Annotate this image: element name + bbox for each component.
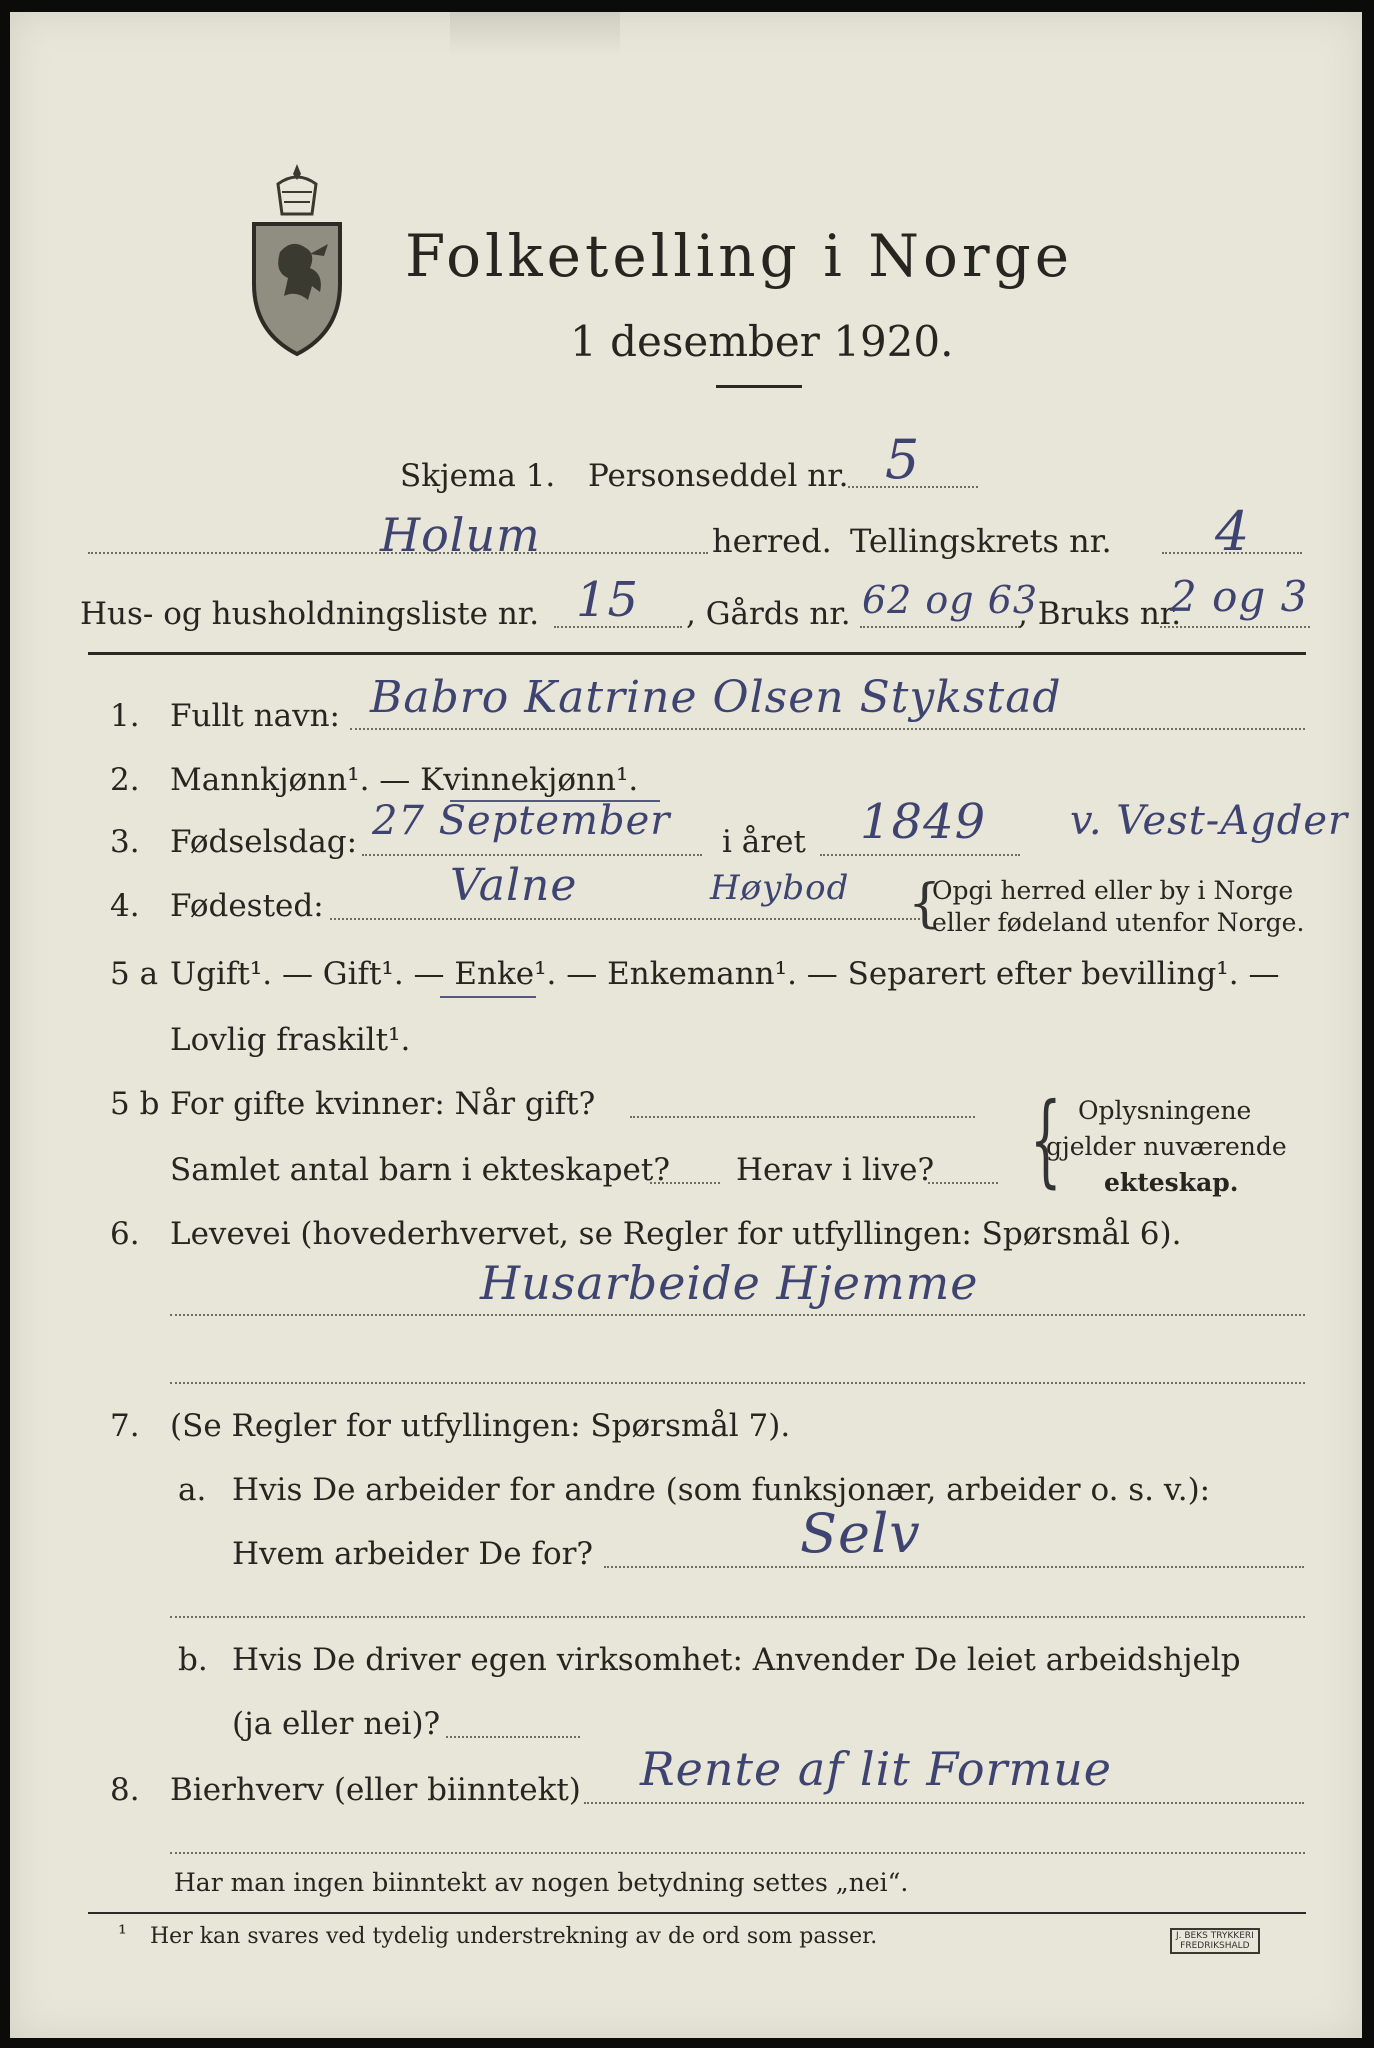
birthplace-value-2: Høybod [710, 868, 850, 908]
hired-help-line [446, 1736, 580, 1738]
header-divider [88, 652, 1306, 655]
gards-label: , Gårds nr. [686, 596, 851, 632]
q4-note-2: eller fødeland utenfor Norge. [932, 908, 1305, 937]
civil-status-options: Ugift¹. — Gift¹. — Enke¹. — Enkemann¹. — Separert efter bevilling¹. — [170, 956, 1280, 992]
occupation-label: Levevei (hovederhvervet, se Regler for utfyllingen: Spørsmål 6). [170, 1216, 1182, 1252]
civil-status-divorced: Lovlig fraskilt¹. [170, 1022, 411, 1058]
q7b-line-2: (ja eller nei)? [232, 1706, 441, 1742]
q7-number: 7. [110, 1408, 140, 1444]
bruks-line [1160, 626, 1310, 628]
footnote: Her kan svares ved tydelig understrekning av de ord som passer. [150, 1924, 878, 1949]
q4-brace: { [908, 874, 942, 934]
occupation-line-1 [170, 1314, 1305, 1316]
q3-line [362, 854, 702, 856]
form-title: Folketelling i Norge [405, 222, 1074, 290]
coat-of-arms-icon [240, 162, 355, 362]
q7b-letter: b. [178, 1642, 208, 1678]
side-income-value: Rente af lit Formue [640, 1742, 1112, 1796]
census-date: 1 desember 1920. [570, 317, 954, 366]
gards-line [860, 626, 1020, 628]
q5b-note-1: Oplysningene [1078, 1096, 1252, 1125]
married-when-line [630, 1116, 975, 1118]
q4-note-1: Opgi herred eller by i Norge [932, 876, 1294, 905]
tellingskrets-value: 4 [1215, 500, 1251, 563]
q1-number: 1. [110, 698, 140, 734]
q4-label: Fødested: [170, 888, 324, 924]
q3-number: 3. [110, 824, 140, 860]
birthplace-value: Valne [450, 860, 578, 911]
hus-label: Hus- og husholdningsliste nr. [80, 596, 540, 632]
q1-line [350, 728, 1305, 730]
q3-label: Fødselsdag: [170, 824, 358, 860]
footnote-mark: ¹ [118, 1922, 127, 1947]
q7b-line-1: Hvis De driver egen virksomhet: Anvender De leiet arbeidshjelp [232, 1642, 1241, 1678]
q7a-line-2: Hvem arbeider De for? [232, 1536, 594, 1572]
gender-options: Mannkjønn¹. — Kvinnekjønn¹. [170, 762, 639, 798]
married-when-label: For gifte kvinner: Når gift? [170, 1086, 596, 1122]
printer-stamp-line-2: FREDRIKSHALD [1180, 1941, 1250, 1951]
side-income-line-2 [170, 1852, 1305, 1854]
q7-label: (Se Regler for utfyllingen: Spørsmål 7). [170, 1408, 791, 1444]
birthday-value: 27 September [372, 798, 671, 844]
skjema-label: Skjema 1. [400, 458, 556, 494]
full-name-value: Babro Katrine Olsen Stykstad [370, 672, 1062, 723]
occupation-value: Husarbeide Hjemme [480, 1256, 979, 1310]
birth-region-value: v. Vest-Agder [1070, 798, 1349, 844]
bruks-value: 2 og 3 [1170, 572, 1309, 621]
printer-stamp-line-1: J. BEKS TRYKKERI [1176, 1931, 1254, 1941]
employer-value: Selv [800, 1502, 921, 1565]
occupation-line-2 [170, 1382, 1305, 1384]
children-alive-line [928, 1182, 998, 1184]
census-form [10, 12, 1362, 2038]
employer-line-2 [170, 1616, 1305, 1618]
hus-value: 15 [576, 572, 640, 628]
title-rule [716, 385, 802, 388]
civil-status-underline [440, 996, 536, 998]
q4-number: 4. [110, 888, 140, 924]
tellingskrets-label: Tellingskrets nr. [850, 522, 1112, 560]
year-label: i året [722, 824, 806, 860]
q7a-line-1: Hvis De arbeider for andre (som funksjonær, arbeider o. s. v.): [232, 1472, 1211, 1508]
q8-number: 8. [110, 1772, 140, 1808]
children-alive-label: Herav i live? [736, 1152, 935, 1188]
nei-note: Har man ingen biinntekt av nogen betydning settes „nei“. [174, 1868, 909, 1897]
gards-value: 62 og 63 [862, 578, 1039, 622]
paper-fold [450, 12, 620, 56]
q5b-note-2: gjelder nuværende [1046, 1132, 1287, 1161]
children-total-line [650, 1182, 720, 1184]
q7a-letter: a. [178, 1472, 207, 1508]
side-income-label: Bierhverv (eller biinntekt) [170, 1772, 581, 1808]
q4-line [330, 918, 920, 920]
children-total-label: Samlet antal barn i ekteskapet? [170, 1152, 670, 1188]
q5b-brace: { [1029, 1081, 1062, 1198]
bruks-label: , Bruks nr. [1018, 596, 1182, 632]
q6-number: 6. [110, 1216, 140, 1252]
footer-divider [88, 1912, 1306, 1914]
year-line [820, 854, 1020, 856]
q5b-note-3: ekteskap. [1104, 1168, 1239, 1197]
personseddel-value: 5 [885, 428, 921, 491]
q5b-number: 5 b [110, 1086, 160, 1122]
q1-label: Fullt navn: [170, 698, 340, 734]
personseddel-label: Personseddel nr. [588, 458, 849, 494]
printer-stamp [1170, 1928, 1260, 1954]
herred-label: herred. [712, 522, 832, 560]
q2-number: 2. [110, 762, 140, 798]
birth-year-value: 1849 [860, 794, 987, 850]
q5a-number: 5 a [110, 956, 159, 992]
herred-value: Holum [380, 508, 541, 562]
employer-line [604, 1566, 1304, 1568]
side-income-line [584, 1802, 1304, 1804]
